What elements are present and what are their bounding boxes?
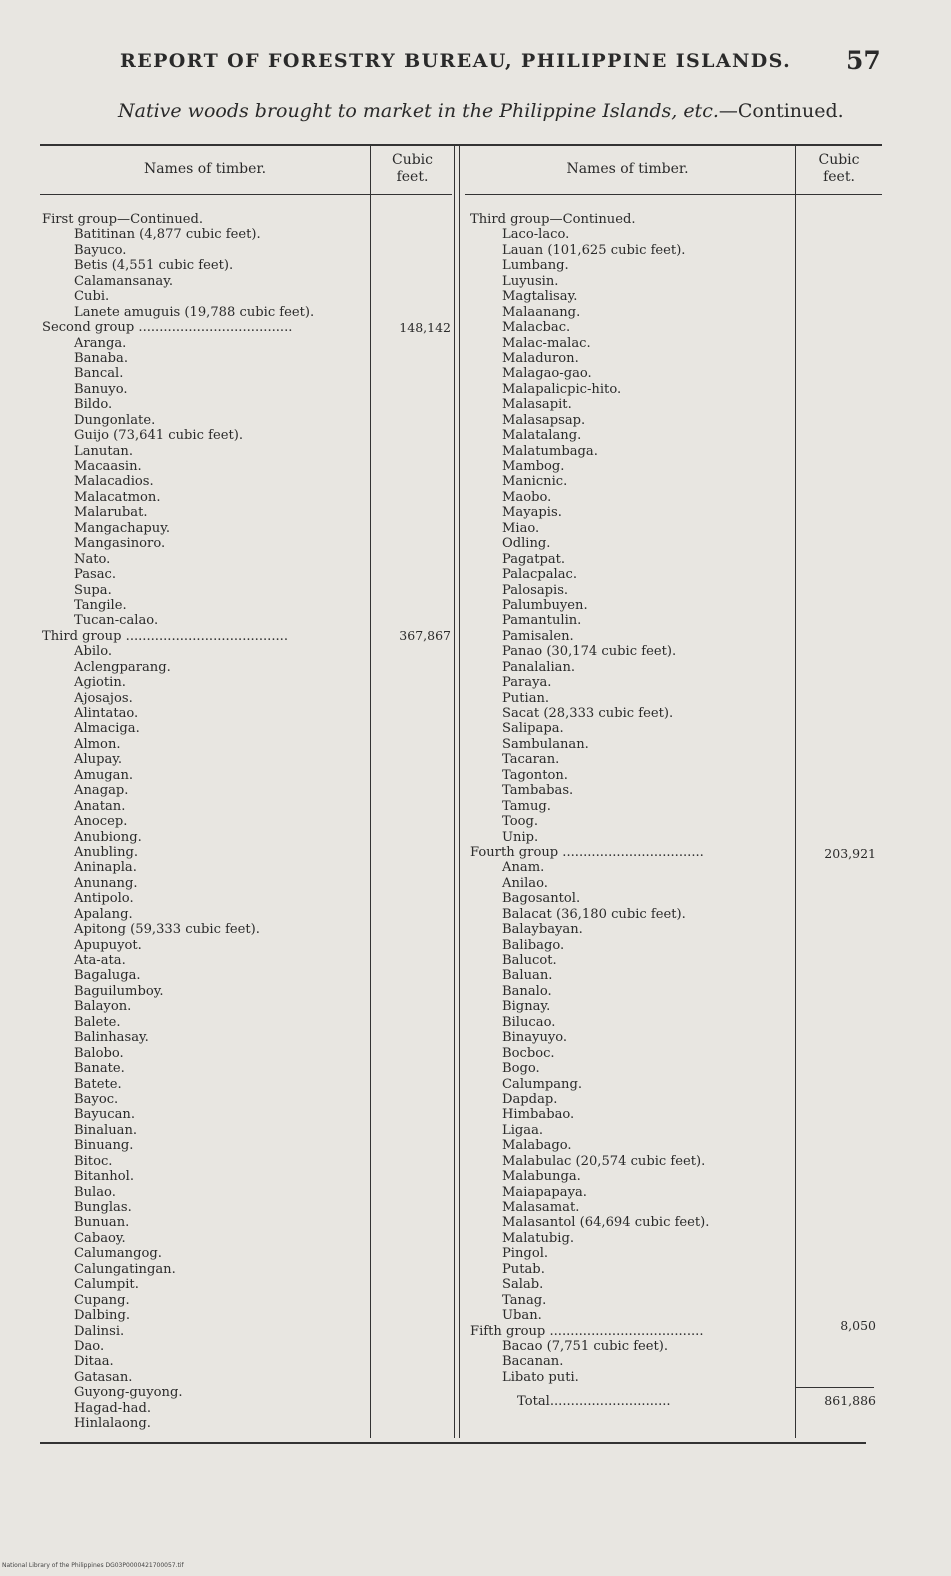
- header-bottom-rule-right: [465, 194, 882, 195]
- timber-name: Malaanang.: [502, 304, 581, 320]
- timber-name: Pamisalen.: [502, 628, 574, 644]
- caption-suffix: —Continued.: [718, 100, 844, 122]
- timber-name: Banuyo.: [74, 381, 128, 397]
- timber-name: Abilo.: [74, 644, 113, 660]
- timber-name: Miao.: [502, 520, 540, 536]
- right-cubic-header-line2: feet.: [823, 169, 855, 185]
- timber-name: Ata-ata.: [74, 953, 126, 968]
- timber-name: Ajosajos.: [74, 690, 133, 706]
- timber-name: Paraya.: [502, 675, 552, 691]
- timber-name: Salab.: [502, 1277, 544, 1293]
- timber-name: Malasamat.: [502, 1200, 580, 1215]
- timber-name: Betis (4,551 cubic feet).: [74, 258, 234, 274]
- timber-name: Malacatmon.: [74, 489, 161, 505]
- timber-name: Palumbuyen.: [502, 597, 588, 613]
- timber-name: Cabaoy.: [74, 1230, 126, 1246]
- timber-name: Malac-malac.: [502, 335, 591, 351]
- timber-name: Bulao.: [74, 1184, 116, 1200]
- timber-name: Palosapis.: [502, 582, 569, 598]
- fourth-group-value: 203,921: [824, 846, 876, 861]
- table-caption: [118, 100, 844, 122]
- left-names-header: Names of timber.: [143, 161, 267, 177]
- timber-name: Guijo (73,641 cubic feet).: [74, 428, 243, 444]
- timber-name: Malatumbaga.: [502, 443, 598, 459]
- timber-name: Panalalian.: [502, 659, 576, 675]
- timber-name: Lanete amuguis (19,788 cubic feet).: [74, 304, 315, 320]
- timber-name: Sambulanan.: [502, 736, 589, 752]
- timber-name: Anocep.: [74, 814, 128, 830]
- right-cubic-header: [796, 152, 882, 186]
- timber-name: Gatasan.: [74, 1369, 133, 1385]
- timber-name: Malagao-gao.: [502, 366, 592, 382]
- timber-name: Aninapla.: [74, 860, 137, 876]
- timber-name: Panao (30,174 cubic feet).: [502, 644, 677, 660]
- timber-name: Baluan.: [502, 968, 553, 984]
- group-heading: Third group .......................................: [42, 628, 288, 644]
- center-double-divider-b: [459, 146, 460, 1438]
- timber-name: Supa.: [74, 582, 112, 598]
- timber-name: Banate.: [74, 1061, 125, 1077]
- timber-name: Dalinsi.: [74, 1323, 125, 1339]
- left-cubic-header-line1: Cubic: [391, 152, 433, 168]
- timber-name: Balete.: [74, 1014, 121, 1030]
- timber-name: Bocboc.: [502, 1045, 555, 1061]
- timber-name: Pingol.: [502, 1246, 549, 1262]
- timber-name: Apitong (59,333 cubic feet).: [74, 922, 260, 938]
- timber-name: Odling.: [502, 536, 551, 552]
- timber-name: Mangasinoro.: [74, 536, 166, 552]
- timber-name: Tamug.: [502, 798, 551, 814]
- timber-name: Bildo.: [74, 397, 113, 413]
- timber-name: Dapdap.: [502, 1091, 558, 1107]
- timber-name: Bilucao.: [502, 1014, 556, 1030]
- timber-name: Binayuyo.: [502, 1030, 568, 1046]
- timber-name: Malacadios.: [74, 474, 154, 490]
- timber-name: Calumangog.: [74, 1246, 162, 1262]
- timber-name: Tangile.: [74, 597, 127, 613]
- timber-name: Maladuron.: [502, 350, 579, 366]
- timber-name: Alupay.: [74, 752, 123, 768]
- timber-name: Bitoc.: [74, 1153, 113, 1169]
- caption-italic: Native woods brought to market in the Philippine Islands, etc.: [118, 100, 719, 122]
- timber-name: Macaasin.: [74, 459, 142, 474]
- timber-name: Lumbang.: [502, 258, 569, 274]
- timber-name: Malacbac.: [502, 320, 571, 336]
- timber-name: Bacao (7,751 cubic feet).: [502, 1338, 669, 1354]
- timber-name: Mayapis.: [502, 505, 562, 521]
- timber-name: Bacanan.: [502, 1354, 564, 1370]
- timber-name: Banaba.: [74, 350, 129, 366]
- group-heading: Fifth group .....................................: [470, 1323, 704, 1339]
- left-cubic-header: [371, 152, 454, 186]
- timber-name: Pagatpat.: [502, 551, 566, 567]
- timber-name: Lanutan.: [74, 443, 134, 459]
- timber-name: Anunang.: [74, 875, 138, 891]
- third-group-value: 367,867: [399, 628, 451, 643]
- timber-name: Sacat (28,333 cubic feet).: [502, 706, 674, 721]
- timber-name: Dungonlate.: [74, 412, 156, 428]
- timber-name: Cubi.: [74, 289, 110, 305]
- timber-name: Bagosantol.: [502, 891, 581, 907]
- timber-name: Bunuan.: [74, 1215, 130, 1231]
- timber-name: Batete.: [74, 1076, 122, 1092]
- timber-name: Bagaluga.: [74, 968, 141, 984]
- timber-name: Bunglas.: [74, 1200, 132, 1215]
- timber-name: Toog.: [502, 814, 539, 830]
- timber-name: Amugan.: [74, 767, 134, 783]
- total-value: 861,886: [824, 1393, 876, 1408]
- table-bottom-rule: [40, 1442, 866, 1444]
- timber-name: Pasac.: [74, 567, 117, 583]
- timber-name: Tucan-calao.: [74, 613, 159, 629]
- timber-name: Anubiong.: [74, 829, 142, 845]
- timber-name: Calumpit.: [74, 1277, 139, 1293]
- timber-name: Maobo.: [502, 489, 552, 505]
- timber-name: Batitinan (4,877 cubic feet).: [74, 227, 261, 243]
- timber-name: Libato puti.: [502, 1369, 579, 1385]
- timber-name: Malabago.: [502, 1138, 572, 1154]
- running-title: REPORT OF FORESTRY BUREAU, PHILIPPINE ISLANDS.: [120, 50, 792, 72]
- timber-name: Bitanhol.: [74, 1169, 134, 1185]
- timber-name: Balinhasay.: [74, 1030, 149, 1046]
- timber-name: Almon.: [74, 736, 121, 752]
- timber-name: Binuang.: [74, 1138, 134, 1154]
- left-cubic-header-line2: feet.: [396, 169, 429, 185]
- timber-name: Apalang.: [74, 906, 133, 922]
- timber-name: Malasantol (64,694 cubic feet).: [502, 1215, 710, 1231]
- header-bottom-rule-left: [40, 194, 452, 195]
- timber-name: Cupang.: [74, 1292, 130, 1308]
- timber-name: Putab.: [502, 1261, 545, 1277]
- timber-name: Tambabas.: [502, 783, 574, 799]
- timber-name: Pamantulin.: [502, 613, 582, 629]
- timber-name: Apupuyot.: [74, 937, 142, 953]
- timber-name: Hagad-had.: [74, 1400, 152, 1416]
- fifth-group-value: 8,050: [840, 1318, 876, 1333]
- timber-name: Aranga.: [74, 335, 127, 351]
- timber-name: Malarubat.: [74, 505, 148, 521]
- timber-name: Tagonton.: [502, 767, 568, 783]
- timber-name: Putian.: [502, 690, 550, 706]
- timber-name: Magtalisay.: [502, 289, 578, 305]
- timber-name: Malasapsap.: [502, 412, 586, 428]
- group-heading: Fourth group ..................................: [470, 844, 704, 860]
- timber-name: Dao.: [74, 1338, 105, 1354]
- timber-name: Bignay.: [502, 999, 551, 1015]
- scan-imprint: National Library of the Philippines DG03P0000421700057.tif: [2, 1562, 184, 1569]
- timber-name: Antipolo.: [74, 891, 134, 907]
- right-names-header: Names of timber.: [566, 161, 689, 177]
- total-label: Total.............................: [517, 1394, 671, 1409]
- timber-name: Balobo.: [74, 1045, 124, 1061]
- timber-name: Maiapapaya.: [502, 1184, 587, 1200]
- timber-name: Bayuco.: [74, 242, 127, 258]
- timber-name: Anubling.: [74, 844, 139, 860]
- timber-name: Guyong-guyong.: [74, 1385, 183, 1401]
- timber-name: Dalbing.: [74, 1308, 131, 1324]
- timber-name: Luyusin.: [502, 273, 559, 289]
- timber-name: Balibago.: [502, 937, 565, 953]
- timber-name: Salipapa.: [502, 721, 564, 737]
- timber-name: Unip.: [502, 829, 539, 845]
- timber-name: Malatubig.: [502, 1230, 575, 1246]
- timber-name: Manicnic.: [502, 474, 568, 490]
- timber-name: Bogo.: [502, 1061, 540, 1077]
- timber-name: Malabunga.: [502, 1169, 581, 1185]
- timber-name: Malasapit.: [502, 397, 572, 413]
- timber-name: Alintatao.: [74, 706, 139, 721]
- timber-name: Nato.: [74, 551, 111, 567]
- right-cubic-header-line1: Cubic: [818, 152, 860, 168]
- timber-name: Anam.: [502, 860, 545, 876]
- timber-name: Himbabao.: [502, 1107, 575, 1123]
- second-group-value: 148,142: [399, 320, 451, 335]
- timber-name: Bayoc.: [74, 1091, 119, 1107]
- timber-name: Aclengparang.: [74, 659, 171, 675]
- timber-name: Malabulac (20,574 cubic feet).: [502, 1153, 706, 1169]
- timber-name: Ditaa.: [74, 1354, 114, 1370]
- timber-name: Balaybayan.: [502, 922, 583, 938]
- timber-name: Bayucan.: [74, 1107, 135, 1123]
- timber-name: Banalo.: [502, 983, 552, 999]
- left-timber-list: [42, 212, 368, 1432]
- timber-name: Balayon.: [74, 999, 132, 1015]
- column-divider-left: [370, 146, 371, 1438]
- timber-name: Mambog.: [502, 459, 565, 474]
- timber-name: Tanag.: [502, 1292, 547, 1308]
- timber-name: Ligaa.: [502, 1122, 544, 1138]
- timber-name: Anatan.: [74, 798, 126, 814]
- timber-name: Almaciga.: [74, 721, 140, 737]
- timber-name: Agiotin.: [74, 675, 126, 691]
- timber-name: Palacpalac.: [502, 567, 578, 583]
- timber-name: Anilao.: [502, 875, 548, 891]
- column-divider-right: [795, 146, 796, 1438]
- page-number: 57: [846, 46, 881, 75]
- timber-name: Bancal.: [74, 366, 124, 382]
- timber-name: Calungatingan.: [74, 1261, 176, 1277]
- timber-name: Lauan (101,625 cubic feet).: [502, 242, 686, 258]
- timber-name: Binaluan.: [74, 1122, 138, 1138]
- timber-name: Malapalicpic-hito.: [502, 381, 622, 397]
- total-rule: [796, 1387, 874, 1388]
- timber-name: Laco-laco.: [502, 227, 570, 243]
- timber-name: Hinlalaong.: [74, 1416, 151, 1432]
- timber-name: Tacaran.: [502, 752, 560, 768]
- timber-name: Malatalang.: [502, 428, 582, 444]
- group-heading: Third group—Continued.: [470, 212, 636, 227]
- timber-name: Baguilumboy.: [74, 983, 164, 999]
- group-heading: First group—Continued.: [42, 212, 204, 227]
- group-heading: Second group .....................................: [42, 320, 293, 336]
- timber-name: Calamansanay.: [74, 273, 174, 289]
- timber-name: Mangachapuy.: [74, 520, 171, 536]
- table-top-rule: [40, 144, 882, 146]
- center-double-divider-a: [454, 146, 455, 1438]
- timber-name: Anagap.: [74, 783, 129, 799]
- right-timber-list: [470, 212, 792, 1385]
- timber-name: Calumpang.: [502, 1076, 583, 1092]
- timber-name: Balucot.: [502, 953, 557, 968]
- timber-name: Balacat (36,180 cubic feet).: [502, 906, 686, 922]
- timber-name: Uban.: [502, 1308, 542, 1324]
